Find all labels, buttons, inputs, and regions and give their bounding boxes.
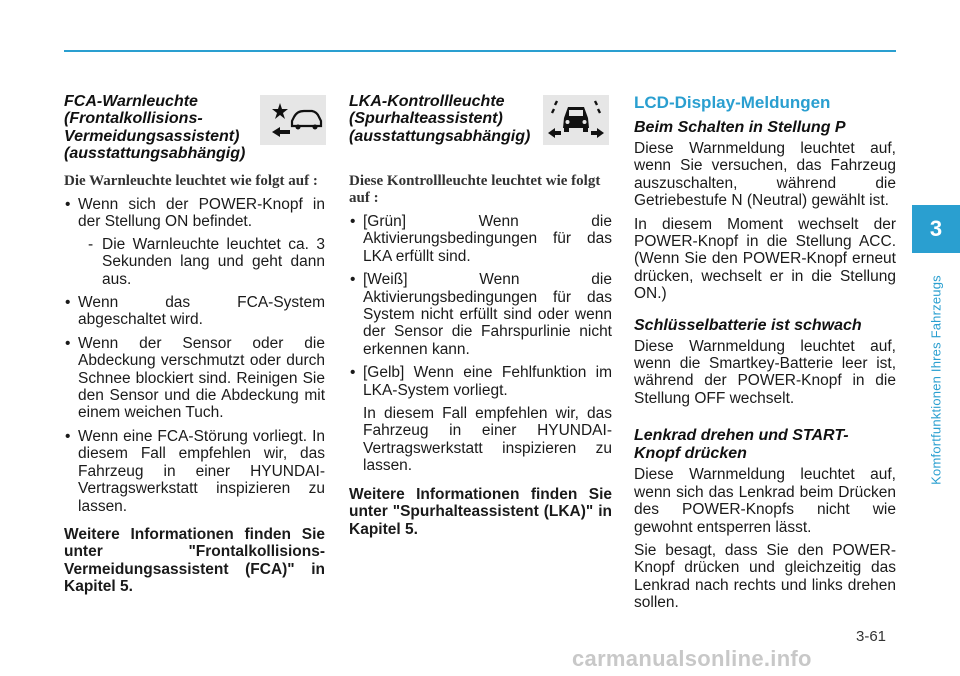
- section-title-steering: [634, 427, 896, 463]
- list-item: • [Weiß] Wenn die Aktivierungsbedingungen für das System nicht erfüllt sind oder wenn der Sensor die Fahrspurlinie nicht erkennen kann.: [349, 271, 612, 358]
- header-rule: [64, 50, 896, 52]
- fca-title-line: (ausstattungsabhängig): [64, 145, 246, 163]
- list-item: • [Grün] Wenn die Aktivierungsbedingungen für das LKA erfüllt sind.: [349, 213, 612, 265]
- lka-subtitle: Diese Kontrollleuchte leuchtet wie folgt auf :: [349, 173, 601, 206]
- dash-marker: -: [88, 235, 94, 253]
- fca-heading-block: [64, 93, 325, 173]
- paragraph: Diese Warnmeldung leuchtet auf, wenn die Smartkey-Batterie leer ist, während der POWER-Knopf in die Stellung OFF wechselt.: [634, 337, 896, 407]
- bullet-text: Wenn sich der POWER-Knopf in der Stellung ON befindet.: [78, 196, 325, 231]
- lka-heading-block: [349, 93, 612, 173]
- fca-title-line: FCA-Warnleuchte: [64, 93, 198, 110]
- fca-reference-note: Weitere Informationen finden Sie unter "Frontalkollisions-Vermeidungsassistent (FCA)" in Kapitel 5.: [64, 525, 325, 596]
- sub-item: [78, 236, 325, 288]
- sub-item-text: Die Warnleuchte leuchtet ca. 3 Sekunden lang und geht dann aus.: [102, 235, 325, 288]
- fca-title-line: Vermeidungsassistent): [64, 127, 240, 145]
- section-title-line: Knopf drücken: [634, 445, 747, 463]
- paragraph: In diesem Moment wechselt der POWER-Knopf in die Stellung ACC. (Wenn Sie den POWER-Knopf erneut drücken, wechselt er in die Stellung ON.): [634, 215, 896, 303]
- section-title-park: Beim Schalten in Stellung P: [634, 119, 846, 136]
- watermark: carmanualsonline.info: [572, 646, 812, 671]
- chapter-tab: 3: [912, 205, 960, 253]
- fca-bullet-list: [64, 196, 325, 515]
- list-item: • [Gelb] Wenn eine Fehlfunktion im LKA-System vorliegt.: [349, 364, 612, 399]
- section-title-line: Lenkrad drehen und START-: [634, 427, 849, 445]
- section-title-key-battery: Schlüsselbatterie ist schwach: [634, 316, 862, 334]
- paragraph: Diese Warnmeldung leuchtet auf, wenn sich das Lenkrad beim Drücken des POWER-Knopfs nicht wie gewohnt entsperren lässt.: [634, 466, 896, 536]
- chapter-title-vertical: Komfortfunktionen Ihres Fahrzeugs: [928, 275, 944, 485]
- lka-workshop-paragraph: In diesem Fall empfehlen wir, das Fahrzeug in einer HYUNDAI-Vertragswerkstatt inspizieren zu lassen.: [363, 405, 612, 475]
- lka-bullet-list: [349, 213, 612, 399]
- column-lka: [349, 93, 612, 538]
- lka-title-line: LKA-Kontrollleuchte: [349, 93, 505, 110]
- lcd-heading: LCD-Display-Meldungen: [634, 93, 831, 112]
- lka-title-line: (ausstattungsabhängig): [349, 127, 531, 145]
- paragraph: Sie besagt, dass Sie den POWER-Knopf drücken und gleichzeitig das Lenkrad nach rechts und links drehen sollen.: [634, 541, 896, 612]
- page-number: 3-61: [856, 628, 887, 645]
- list-item: • Wenn eine FCA-Störung vorliegt. In diesem Fall empfehlen wir, das Fahrzeug in einer HYUNDAI-Vertragswerkstatt inspizieren zu lassen.: [64, 428, 325, 515]
- fca-subtitle: Die Warnleuchte leuchtet wie folgt auf :: [64, 173, 318, 189]
- list-item: • Wenn das FCA-System abgeschaltet wird.: [64, 294, 325, 329]
- column-lcd-messages: [634, 93, 896, 618]
- fca-title-line: (Frontalkollisions-: [64, 110, 203, 128]
- lka-title-line: (Spurhalteassistent): [349, 110, 503, 128]
- paragraph: Diese Warnmeldung leuchtet auf, wenn Sie versuchen, das Fahrzeug auszuschalten, während die Getriebestufe N (Neutral) gewählt ist.: [634, 140, 896, 210]
- list-item: [64, 196, 325, 288]
- column-fca: [64, 93, 325, 596]
- list-item: • Wenn der Sensor oder die Abdeckung verschmutzt oder durch Schnee blockiert sind. Reinigen Sie den Sensor und die Abdeckung mit einem weichen Tuch.: [64, 335, 325, 422]
- fca-warning-icon: [260, 95, 326, 145]
- lka-reference-note: Weitere Informationen finden Sie unter "Spurhalteassistent (LKA)" in Kapitel 5.: [349, 485, 612, 538]
- lka-indicator-icon: [543, 95, 609, 145]
